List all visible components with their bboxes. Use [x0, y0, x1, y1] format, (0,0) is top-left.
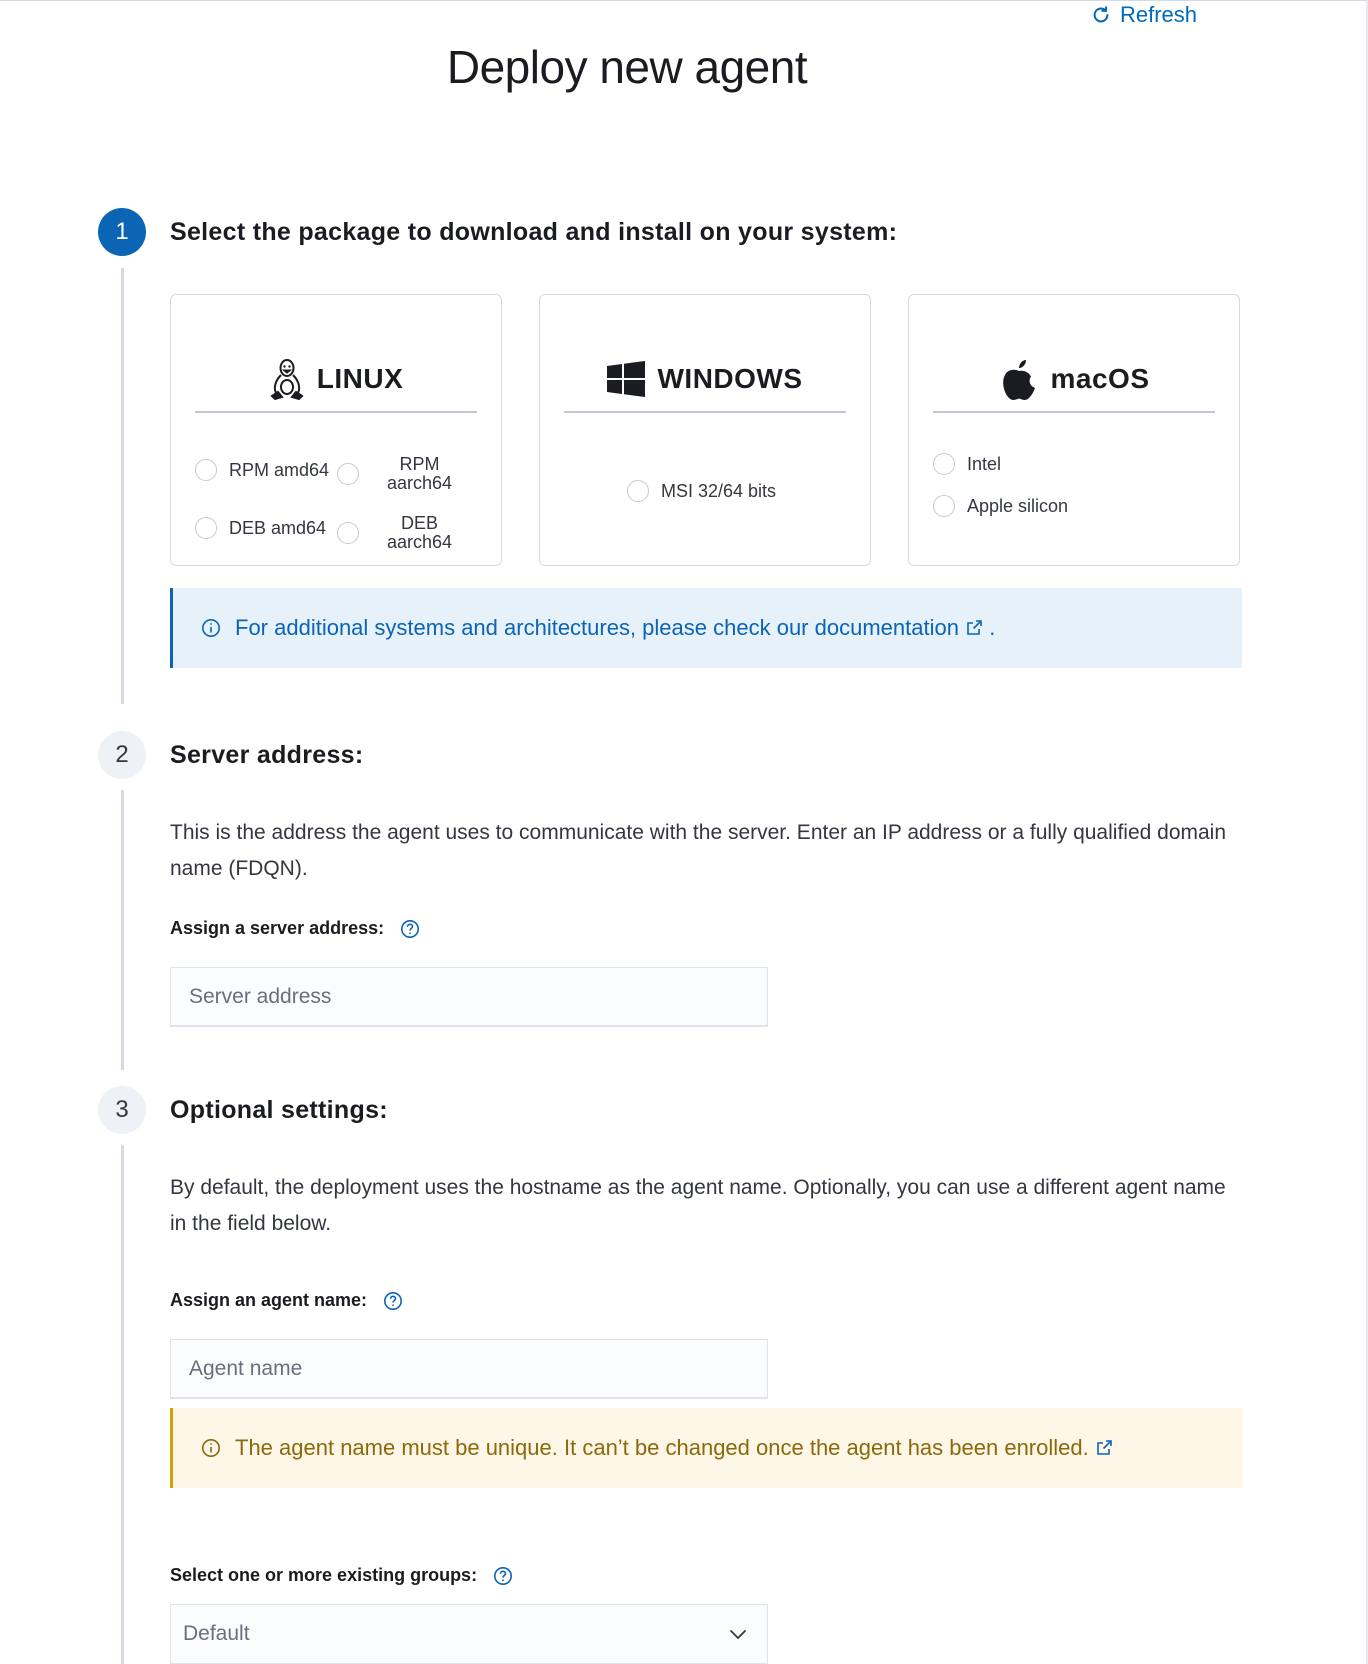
- server-description: This is the address the agent uses to communicate with the server. Enter an IP address or a fully qualified domain name (FDQN).: [170, 821, 1227, 880]
- step-2-title: Server address:: [170, 741, 364, 769]
- warning-text: The agent name must be unique. It can’t be changed once the agent has been enrolled.: [235, 1435, 1089, 1460]
- refresh-label: Refresh: [1119, 2, 1197, 27]
- page-top-border: [0, 0, 1368, 1]
- radio-intel[interactable]: [933, 453, 1001, 475]
- radio-label: Apple silicon: [967, 495, 1069, 516]
- documentation-link-text: For additional systems and architectures, please check our documentation: [235, 615, 959, 640]
- groups-selected-value: Default: [183, 1622, 250, 1645]
- server-address-input[interactable]: [170, 967, 768, 1027]
- linux-card-header: [195, 347, 477, 413]
- radio-rpm-amd64[interactable]: [195, 459, 329, 481]
- macos-title: macOS: [1050, 363, 1150, 394]
- step-3-connector: [121, 1145, 124, 1664]
- help-icon[interactable]: [383, 1291, 403, 1311]
- windows-package-card: [539, 294, 871, 566]
- radio-label-line2: aarch64: [387, 532, 453, 552]
- radio-label: Intel: [967, 453, 1002, 474]
- warning-external-link[interactable]: [1095, 1435, 1113, 1460]
- windows-logo-icon: [607, 361, 645, 397]
- server-address-label: [170, 918, 420, 939]
- chevron-down-icon: [727, 1623, 749, 1645]
- optional-description: By default, the deployment uses the hostname as the agent name. Optionally, you can use a different agent name in the field below.: [170, 1176, 1226, 1235]
- agent-name-input[interactable]: [170, 1339, 768, 1399]
- documentation-link[interactable]: [235, 615, 989, 640]
- groups-label-text: Select one or more existing groups:: [170, 1565, 478, 1585]
- documentation-callout: [170, 588, 1242, 668]
- agent-name-label-text: Assign an agent name:: [170, 1290, 368, 1310]
- radio-deb-amd64[interactable]: [195, 517, 326, 539]
- external-link-icon: [1095, 1439, 1113, 1457]
- radio-label-line2: aarch64: [387, 473, 453, 493]
- radio-deb-aarch64[interactable]: [337, 514, 452, 552]
- macos-card-header: [933, 347, 1215, 413]
- radio-circle[interactable]: [933, 453, 955, 475]
- linux-package-card: [170, 294, 502, 566]
- step-2-connector: [121, 790, 124, 1070]
- radio-circle[interactable]: [337, 522, 359, 544]
- step-3-number: 3: [98, 1086, 146, 1134]
- windows-card-header: [564, 347, 846, 413]
- external-link-icon: [965, 615, 989, 640]
- step-2-number: 2: [98, 731, 146, 779]
- radio-label-group: [387, 455, 452, 493]
- refresh-icon: [1090, 4, 1112, 26]
- radio-circle[interactable]: [195, 459, 217, 481]
- macos-package-card: [908, 294, 1240, 566]
- radio-circle[interactable]: [195, 517, 217, 539]
- info-icon: [201, 618, 221, 638]
- step-1-number: 1: [98, 208, 146, 256]
- radio-label-line1: RPM: [399, 454, 440, 474]
- windows-title: WINDOWS: [657, 363, 803, 394]
- server-address-label-text: Assign a server address:: [170, 918, 385, 938]
- radio-label-line1: DEB: [401, 513, 439, 533]
- radio-circle[interactable]: [627, 480, 649, 502]
- radio-rpm-aarch64[interactable]: [337, 455, 452, 493]
- linux-penguin-icon: [269, 358, 305, 400]
- step-1-connector: [121, 268, 124, 704]
- apple-logo-icon: [999, 356, 1039, 402]
- agent-name-label: [170, 1290, 403, 1311]
- step-1-title: Select the package to download and install on your system:: [170, 218, 898, 246]
- callout-suffix: .: [989, 615, 996, 640]
- step-3-title: Optional settings:: [170, 1096, 388, 1124]
- help-icon[interactable]: [400, 919, 420, 939]
- page-title: Deploy new agent: [446, 41, 808, 93]
- groups-select[interactable]: [170, 1604, 768, 1664]
- radio-circle[interactable]: [337, 463, 359, 485]
- radio-label: DEB amd64: [229, 517, 327, 538]
- refresh-button[interactable]: [1090, 2, 1197, 28]
- warning-info-icon: [201, 1438, 221, 1458]
- linux-title: LINUX: [316, 363, 404, 394]
- help-icon[interactable]: [493, 1566, 513, 1586]
- groups-label: [170, 1565, 513, 1586]
- radio-label-group: [387, 514, 452, 552]
- radio-apple-silicon[interactable]: [933, 495, 1068, 517]
- radio-msi-32-64[interactable]: [627, 480, 776, 502]
- radio-circle[interactable]: [933, 495, 955, 517]
- radio-label: MSI 32/64 bits: [661, 480, 777, 501]
- radio-label: RPM amd64: [229, 459, 330, 480]
- agent-name-warning-callout: [170, 1408, 1242, 1488]
